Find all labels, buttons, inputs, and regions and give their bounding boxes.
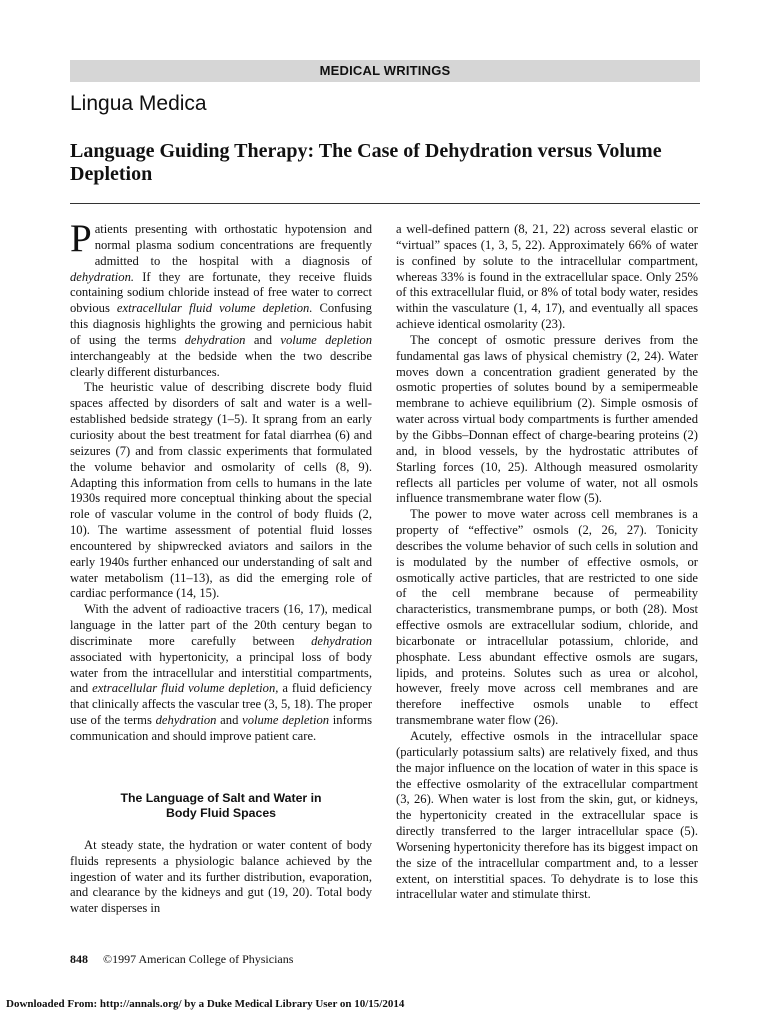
text-run: and (216, 713, 243, 728)
italic-term: dehydration (311, 633, 372, 648)
text-run: interchangeably at the bedside when the two describe clearly different disturbances. (70, 348, 372, 379)
italic-term: volume depletion (280, 332, 372, 347)
paragraph-text (70, 217, 372, 379)
paragraph (396, 333, 698, 507)
title-divider (70, 203, 700, 204)
text-run: Confusing this diagnosis highlights the growing and pernicious habit of using the terms (70, 301, 372, 347)
text-run: The power to move water across cell membranes is a property of “effective” osmols (2, 26, 27). Tonicity describes the volume behavior of such cells in solution and is modulated by the number of effective osmols, or osmotically active particles, that are restricted to one side of the cell membrane because of permeability characteristics, transmembrane pumps, or both (28). Most effective osmols are extracellular sodium, chloride, and bicarbonate or intracellular potassium, chloride, and phosphate. Less abundant effective osmols are sugars, lipids, and proteins. Solutes such as urea or alcohol, however, freely move across cell membranes and are therefore ineffective osmols unable to effect transmembrane water flow (26). (396, 507, 698, 728)
text-run: informs communication and should improve patient care. (70, 713, 372, 743)
italic-term: extracellular fluid volume depletion, (92, 681, 279, 696)
paragraph (70, 380, 372, 602)
text-run: and (245, 332, 281, 347)
subsection-heading (70, 791, 372, 821)
italic-term: volume depletion (242, 713, 330, 728)
text-run: With the advent of radioactive tracers (16, 17), medical language in the latter part of the 20th century began to discriminate more carefully between (70, 602, 372, 648)
italic-term: extracellular fluid volume depletion. (116, 301, 313, 316)
article-title: Language Guiding Therapy: The Case of Dehydration versus Volume Depletion (70, 140, 662, 185)
paragraph (70, 217, 372, 380)
section-banner: MEDICAL WRITINGS (70, 60, 700, 82)
right-column (396, 222, 698, 903)
text-run: a fluid deficiency that clinically affects the vascular tree (3, 5, 18). The proper use of the terms (70, 681, 373, 728)
drop-cap: P (70, 217, 92, 260)
paragraph (70, 602, 372, 745)
text-run: At steady state, the hydration or water content of body fluids represents a physiologic balance achieved by the ingestion of water and its further distribution, evaporation, and clearance by the kidneys and gut (19, 20). Total body water disperses in (70, 837, 372, 916)
left-column (70, 217, 373, 917)
subsection-heading-line: The Language of Salt and Water in (120, 790, 322, 805)
paragraph (396, 222, 698, 333)
text-run: a well-defined pattern (8, 21, 22) across several elastic or “virtual” spaces (1, 3, 5, 22). Approximately 66% of water is confined by solute to the intracellular compartment, whereas 33% is found in the extracellular space. Only 25% of this extracellular fluid, or 8% of total body water, resides within the vasculature (1, 4, 17), and eventually all spaces achieve identical osmolarity (23). (396, 222, 698, 332)
text-run: The concept of osmotic pressure derives from the fundamental gas laws of physical chemistry (2, 24). Water moves down a concentration gradient generated by the osmotic properties of solutes bound by a semipermeable membrane to achieve equilibrium (2). Simple osmosis of water across virtual body compartments is further amended by the Gibbs–Donnan effect of charge-bearing proteins (2) and, in blood vessels, by the hydrostatic attributes of Starling forces (10, 25). Although measured osmolarity reflects all particles per volume of water, not all osmols influence transmembrane water flow (5). (396, 332, 698, 506)
paragraph (70, 838, 372, 917)
text-run: associated with hypertonicity, a principal loss of body water from the intracellular and interstitial compartments, and (70, 649, 372, 696)
section-title: Lingua Medica (70, 92, 207, 115)
download-notice: Downloaded From: http://annals.org/ by a Duke Medical Library User on 10/15/2014 (6, 998, 405, 1010)
subsection-heading-line: Body Fluid Spaces (165, 805, 276, 820)
page-number: 848 (70, 952, 88, 966)
paragraph (396, 729, 698, 903)
text-run: atients presenting with orthostatic hypotension and normal plasma sodium concentrations are frequently admitted to the hospital with a diagnosis of (94, 222, 372, 268)
italic-term: dehydration (184, 332, 246, 347)
copyright-notice: ©1997 American College of Physicians (103, 952, 294, 966)
text-run: The heuristic value of describing discrete body fluid spaces affected by disorders of salt and water is a well-established bedside strategy (1–5). It sprang from an early curiosity about the best treatment for fatal diarrhea (6) and seizures (7) and from classic experiments that formulated the volume behavior and osmolarity of cells (8, 9). Adapting this information from cells to humans in the late 1930s required more conceptual thinking about the special role of vascular volume in the control of body fluids (2, 10). The wartime assessment of potential fluid losses encountered by shipwrecked aviators and sailors in the early 1940s further enhanced our understanding of salt and water metabolism (11–13), as did the emerging role of cardiac performance (14, 15). (70, 380, 372, 601)
italic-term: dehydration. (70, 269, 135, 284)
page-footer (70, 952, 293, 967)
italic-term: dehydration (155, 713, 217, 728)
text-run: If they are fortunate, they receive fluids containing sodium chloride instead of free water to correct obvious (70, 269, 372, 316)
paragraph (396, 507, 698, 729)
text-run: Acutely, effective osmols in the intracellular space (particularly potassium salts) are relatively fixed, and thus the major influence on the location of water in this space is the effective osmolarity of the extracellular compartment (3, 26). When water is lost from the skin, gut, or kidneys, the hypertonicity created in the extracellular space is directly transferred to the larger intracellular space (5). Worsening hypertonicity therefore has its biggest impact on the size of the intracellular compartment and, to a lesser extent, on interstitial spaces. To dehydrate is to lose this intracellular water and stimulate thirst. (396, 729, 698, 902)
